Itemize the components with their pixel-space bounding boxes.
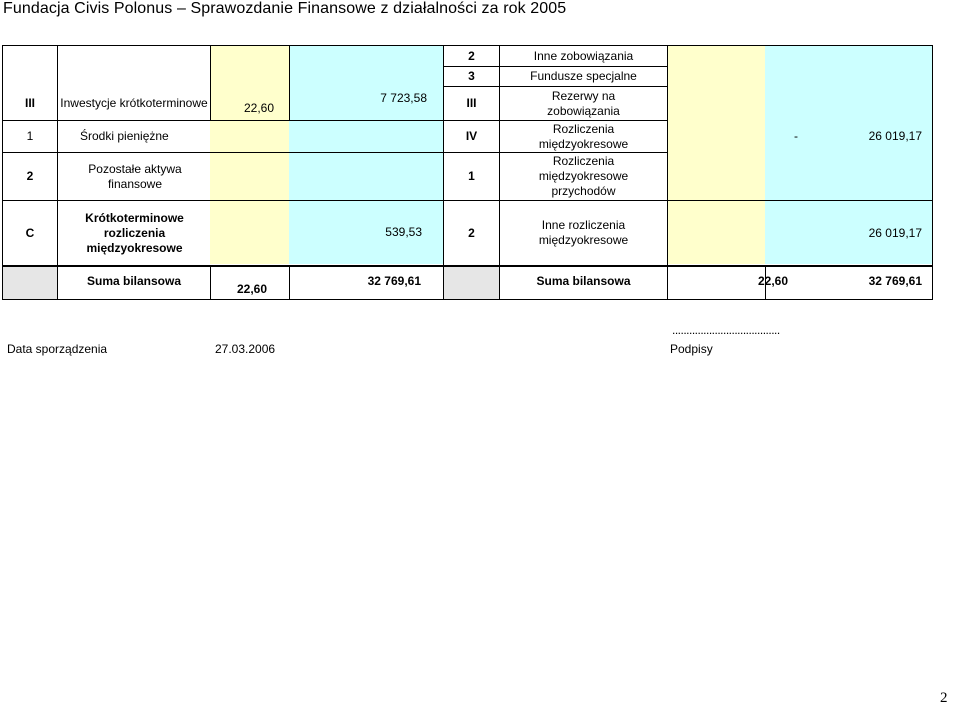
sum-label-right: Suma bilansowa <box>536 274 631 288</box>
r-num-2b: 2 <box>468 225 475 240</box>
date-label: Data sporządzenia <box>7 342 108 356</box>
r-num-1: 1 <box>468 169 475 183</box>
sum-val2-right: 32 769,61 <box>868 274 922 288</box>
r-num-IV: IV <box>465 129 478 143</box>
fill-col-d <box>210 46 289 264</box>
date-value: 27.03.2006 <box>215 342 276 356</box>
label-short-term-accruals: Krótkoterminowe rozliczenia międzyokresowe <box>85 210 184 255</box>
signatures-label: Podpisy <box>670 342 713 356</box>
r-label-accruals: Rozliczenia międzyokresowe <box>538 121 629 151</box>
r-num-2: 2 <box>468 48 475 63</box>
col-line-i <box>932 45 933 300</box>
sum-val2-left: 32 769,61 <box>367 274 421 288</box>
row-num-2: 2 <box>26 169 34 183</box>
label-other-assets: Pozostałe aktywa finansowe <box>88 161 182 191</box>
r-label-other-liabilities: Inne zobowiązania <box>533 48 634 63</box>
row-num-III: III <box>24 95 35 110</box>
col-line-g <box>667 45 668 300</box>
r-num-III: III <box>466 96 477 110</box>
value-7723: 7 723,58 <box>380 90 427 105</box>
fill-col-h <box>668 46 765 264</box>
label-cash: Środki pieniężne <box>80 129 169 143</box>
sum-val1-right: 22,60 <box>757 274 788 288</box>
r-num-3: 3 <box>468 69 475 83</box>
document-title: Fundacja Civis Polonus – Sprawozdanie Finansowe z działalności za rok 2005 <box>3 0 567 17</box>
value-investments: 22,60 <box>243 100 274 115</box>
col-line-b <box>57 45 58 300</box>
signature-dots: ...................................... <box>672 323 780 337</box>
r-dash: - <box>794 128 798 143</box>
border-bottom <box>2 299 933 300</box>
r-label-other-accruals: Inne rozliczenia międzyokresowe <box>538 218 629 247</box>
col-line-d-top <box>289 45 290 121</box>
row-num-1: 1 <box>26 129 34 143</box>
r-label-provisions: Rezerwy na zobowiązania <box>547 88 620 118</box>
page-number: 2 <box>940 690 948 706</box>
r-value-accruals: 26 019,17 <box>868 128 922 143</box>
r-label-special-funds: Fundusze specjalne <box>530 69 637 83</box>
r-label-deferred-income: Rozliczenia międzyokresowe przychodów <box>538 154 629 198</box>
sum-label-left: Suma bilansowa <box>86 274 182 288</box>
fill-sum-f <box>443 267 500 299</box>
fill-sum-a <box>2 267 58 299</box>
r-value-other-accruals: 26 019,17 <box>868 225 922 240</box>
value-539: 539,53 <box>385 224 422 239</box>
sum-val1-left: 22,60 <box>236 281 267 296</box>
row-num-C: C <box>25 225 35 240</box>
label-investments: Inwestycje krótkoterminowe <box>60 95 208 110</box>
